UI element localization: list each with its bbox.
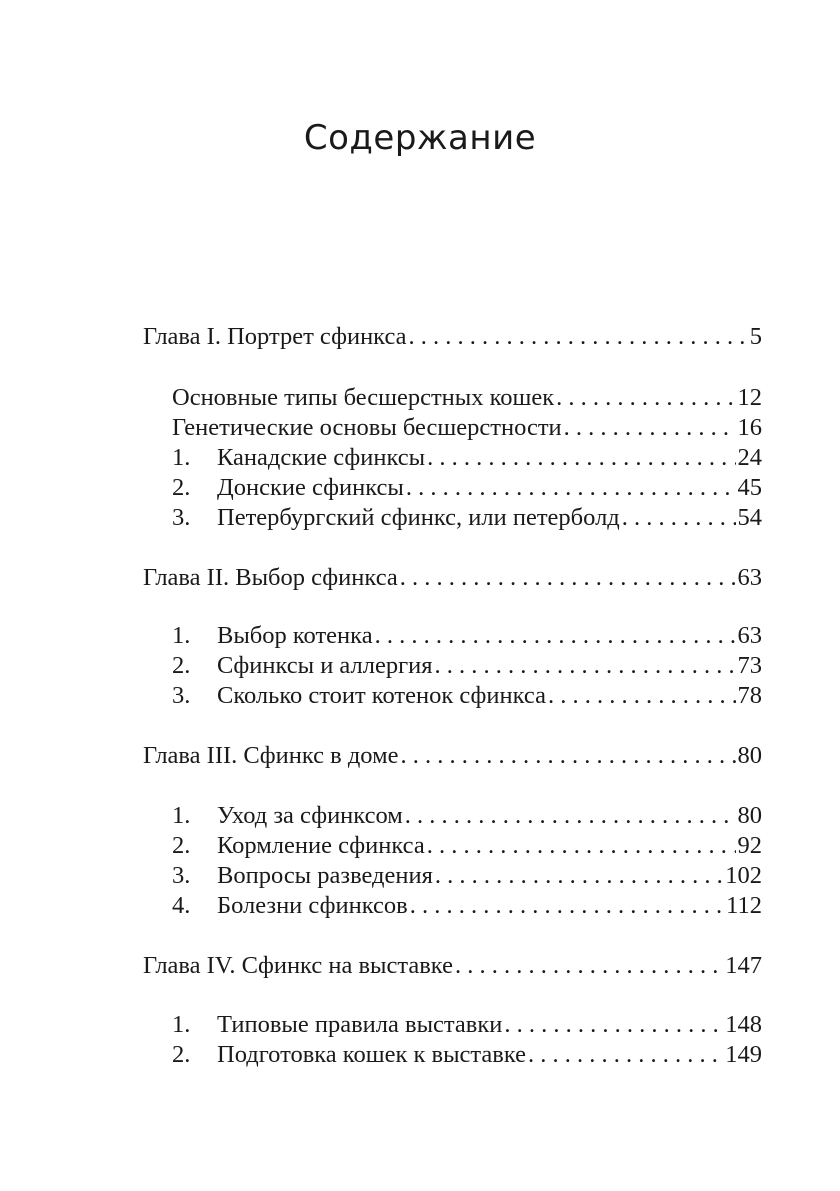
toc-page-number: 24 bbox=[737, 444, 762, 471]
toc-page-number: 54 bbox=[737, 504, 762, 531]
toc-page-number: 80 bbox=[737, 742, 762, 769]
toc-section-number: 4. bbox=[172, 892, 191, 919]
dot-leader bbox=[375, 621, 736, 651]
toc-section-number: 2. bbox=[172, 1041, 191, 1068]
toc-chapter-1[interactable] bbox=[143, 322, 762, 352]
toc-chapter-4[interactable] bbox=[143, 951, 762, 981]
dot-leader bbox=[409, 322, 748, 352]
toc-section-number: 2. bbox=[172, 652, 191, 679]
toc-entry-label: Глава I. Портрет сфинкса bbox=[143, 323, 407, 350]
dot-leader bbox=[406, 473, 736, 503]
page-title: Содержание bbox=[303, 118, 537, 158]
dot-leader bbox=[427, 443, 735, 473]
dot-leader bbox=[435, 861, 723, 891]
toc-section-number: 3. bbox=[172, 682, 191, 709]
toc-page-number: 149 bbox=[725, 1041, 762, 1068]
dot-leader bbox=[528, 1040, 723, 1070]
toc-section-number: 1. bbox=[172, 444, 191, 471]
toc-entry-label: Подготовка кошек к выставке bbox=[217, 1041, 527, 1068]
toc-section[interactable] bbox=[172, 503, 762, 533]
toc-section[interactable] bbox=[172, 1010, 762, 1040]
toc-section[interactable] bbox=[172, 861, 762, 891]
dot-leader bbox=[564, 413, 736, 443]
toc-section-number: 2. bbox=[172, 832, 191, 859]
toc-section[interactable] bbox=[172, 621, 762, 651]
toc-page-number: 73 bbox=[737, 652, 762, 679]
toc-entry-label: Вопросы разведения bbox=[217, 862, 433, 889]
toc-entry-label: Выбор котенка bbox=[217, 622, 373, 649]
dot-leader bbox=[548, 681, 736, 711]
toc-page-number: 5 bbox=[749, 323, 762, 350]
toc-section-number: 1. bbox=[172, 1011, 191, 1038]
dot-leader bbox=[622, 503, 736, 533]
toc-page-number: 63 bbox=[737, 564, 762, 591]
toc-entry-label: Кормление сфинкса bbox=[217, 832, 425, 859]
toc-page-number: 92 bbox=[737, 832, 762, 859]
toc-page-number: 147 bbox=[725, 952, 762, 979]
toc-entry-label: Глава II. Выбор сфинкса bbox=[143, 564, 398, 591]
toc-page-number: 78 bbox=[737, 682, 762, 709]
toc-entry-label: Сколько стоит котенок сфинкса bbox=[217, 682, 546, 709]
toc-chapter-2[interactable] bbox=[143, 563, 762, 593]
toc-section[interactable] bbox=[172, 473, 762, 503]
toc-entry-label: Сфинксы и аллергия bbox=[217, 652, 433, 679]
toc-section[interactable] bbox=[172, 801, 762, 831]
toc-section[interactable] bbox=[172, 891, 762, 921]
toc-entry-label: Донские сфинксы bbox=[217, 474, 404, 501]
dot-leader bbox=[455, 951, 723, 981]
toc-page-number: 12 bbox=[737, 384, 762, 411]
toc-section-number: 2. bbox=[172, 474, 191, 501]
toc-section[interactable] bbox=[172, 1040, 762, 1070]
toc-entry-label: Канадские сфинксы bbox=[217, 444, 426, 471]
dot-leader bbox=[427, 831, 736, 861]
toc-chapter-3[interactable] bbox=[143, 741, 762, 771]
toc-page-number: 63 bbox=[737, 622, 762, 649]
toc-section[interactable] bbox=[172, 383, 762, 413]
dot-leader bbox=[556, 383, 735, 413]
toc-section-number: 3. bbox=[172, 862, 191, 889]
dot-leader bbox=[405, 801, 736, 831]
toc-section[interactable] bbox=[172, 831, 762, 861]
toc-page-number: 80 bbox=[737, 802, 762, 829]
toc-section-number: 1. bbox=[172, 802, 191, 829]
dot-leader bbox=[400, 741, 735, 771]
toc-entry-label: Болезни сфинксов bbox=[217, 892, 408, 919]
toc-page-number: 148 bbox=[725, 1011, 762, 1038]
toc-entry-label: Уход за сфинксом bbox=[217, 802, 403, 829]
toc-page-number: 16 bbox=[737, 414, 762, 441]
dot-leader bbox=[504, 1010, 723, 1040]
toc-section[interactable] bbox=[172, 651, 762, 681]
toc-entry-label: Генетические основы бесшерстности bbox=[172, 414, 562, 441]
dot-leader bbox=[400, 563, 736, 593]
dot-leader bbox=[410, 891, 724, 921]
toc-page-number: 112 bbox=[726, 892, 762, 919]
toc-section-number: 3. bbox=[172, 504, 191, 531]
toc-entry-label: Основные типы бесшерстных кошек bbox=[172, 384, 555, 411]
toc-entry-label: Петербургский сфинкс, или петерболд bbox=[217, 504, 620, 531]
toc-entry-label: Типовые правила выставки bbox=[217, 1011, 503, 1038]
toc-section[interactable] bbox=[172, 443, 762, 473]
toc-section[interactable] bbox=[172, 413, 762, 443]
dot-leader bbox=[435, 651, 736, 681]
toc-page-number: 45 bbox=[737, 474, 762, 501]
toc-page-number: 102 bbox=[725, 862, 762, 889]
toc-entry-label: Глава III. Сфинкс в доме bbox=[143, 742, 399, 769]
toc-section[interactable] bbox=[172, 681, 762, 711]
toc-entry-label: Глава IV. Сфинкс на выставке bbox=[143, 952, 453, 979]
toc-section-number: 1. bbox=[172, 622, 191, 649]
